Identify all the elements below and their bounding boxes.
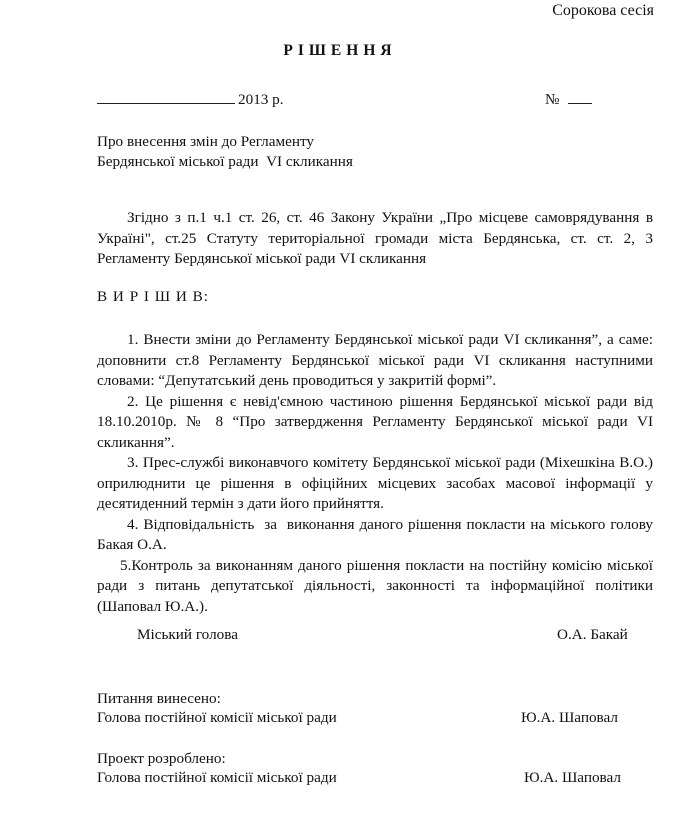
legal-basis-paragraph: Згідно з п.1 ч.1 ст. 26, ст. 46 Закону України „Про місцеве самоврядування в Україні", ст.25 Статуту територіальної громади міста Бердянська, ст. ст. 2, 3 Регламенту Бердянської міської ради VI скликання [97,209,653,267]
document-title: РІШЕННЯ [283,42,397,59]
date-blank-field [97,89,235,104]
decision-item-1: 1. Внести зміни до Регламенту Бердянської міської ради VI скликання”, а саме: доповнити ст.8 Регламенту Бердянської міської ради VI скликання наступними словами: “Депутатський день проводиться у закритій формі”. [97,331,653,389]
decision-item-4: 4. Відповідальність за виконання даного рішення покласти на міського голову Бакая О.А. [97,515,657,553]
submitted-name: Ю.А. Шаповал [521,709,618,726]
date-year: 2013 р. [238,91,284,108]
decision-item-3: 3. Прес-службі виконавчого комітету Бердянської міської ради (Міхешкіна В.О.) оприлюднити це рішення в офіційних місцевих засобах масової інформації у десятиденний термін з дати його прийняття. [97,454,653,512]
submitted-label: Питання винесено: [97,690,221,707]
decision-items [97,330,657,617]
mayor-name: О.А. Бакай [557,626,628,643]
drafted-name: Ю.А. Шаповал [524,769,621,786]
submitted-title: Голова постійної комісії міської ради [97,709,337,726]
subject-line-1: Про внесення змін до Регламенту [97,133,315,150]
number-sign: № [545,91,560,108]
decision-item-5: 5.Контроль за виконанням даного рішення покласти на постійну комісію міської ради з питань депутатської діяльності, законності та інформаційної політики (Шаповал Ю.А.). [97,556,653,615]
decision-number [545,89,592,109]
document-subject [97,132,353,172]
number-blank-field [568,89,592,104]
session-label: Сорокова сесія [552,2,654,19]
decided-heading: В И Р І Ш И В: [97,288,210,305]
decision-item-2: 2. Це рішення є невід'ємною частиною рішення Бердянської міської ради від 18.10.2010р. № 8 “Про затвердження Регламенту Бердянської міської ради VI скликання”. [97,392,653,451]
subject-line-2: Бердянської міської ради VI скликання [97,153,353,170]
drafted-label: Проект розроблено: [97,750,226,767]
date-line [97,89,284,109]
drafted-title: Голова постійної комісії міської ради [97,769,337,786]
mayor-title: Міський голова [137,626,238,643]
